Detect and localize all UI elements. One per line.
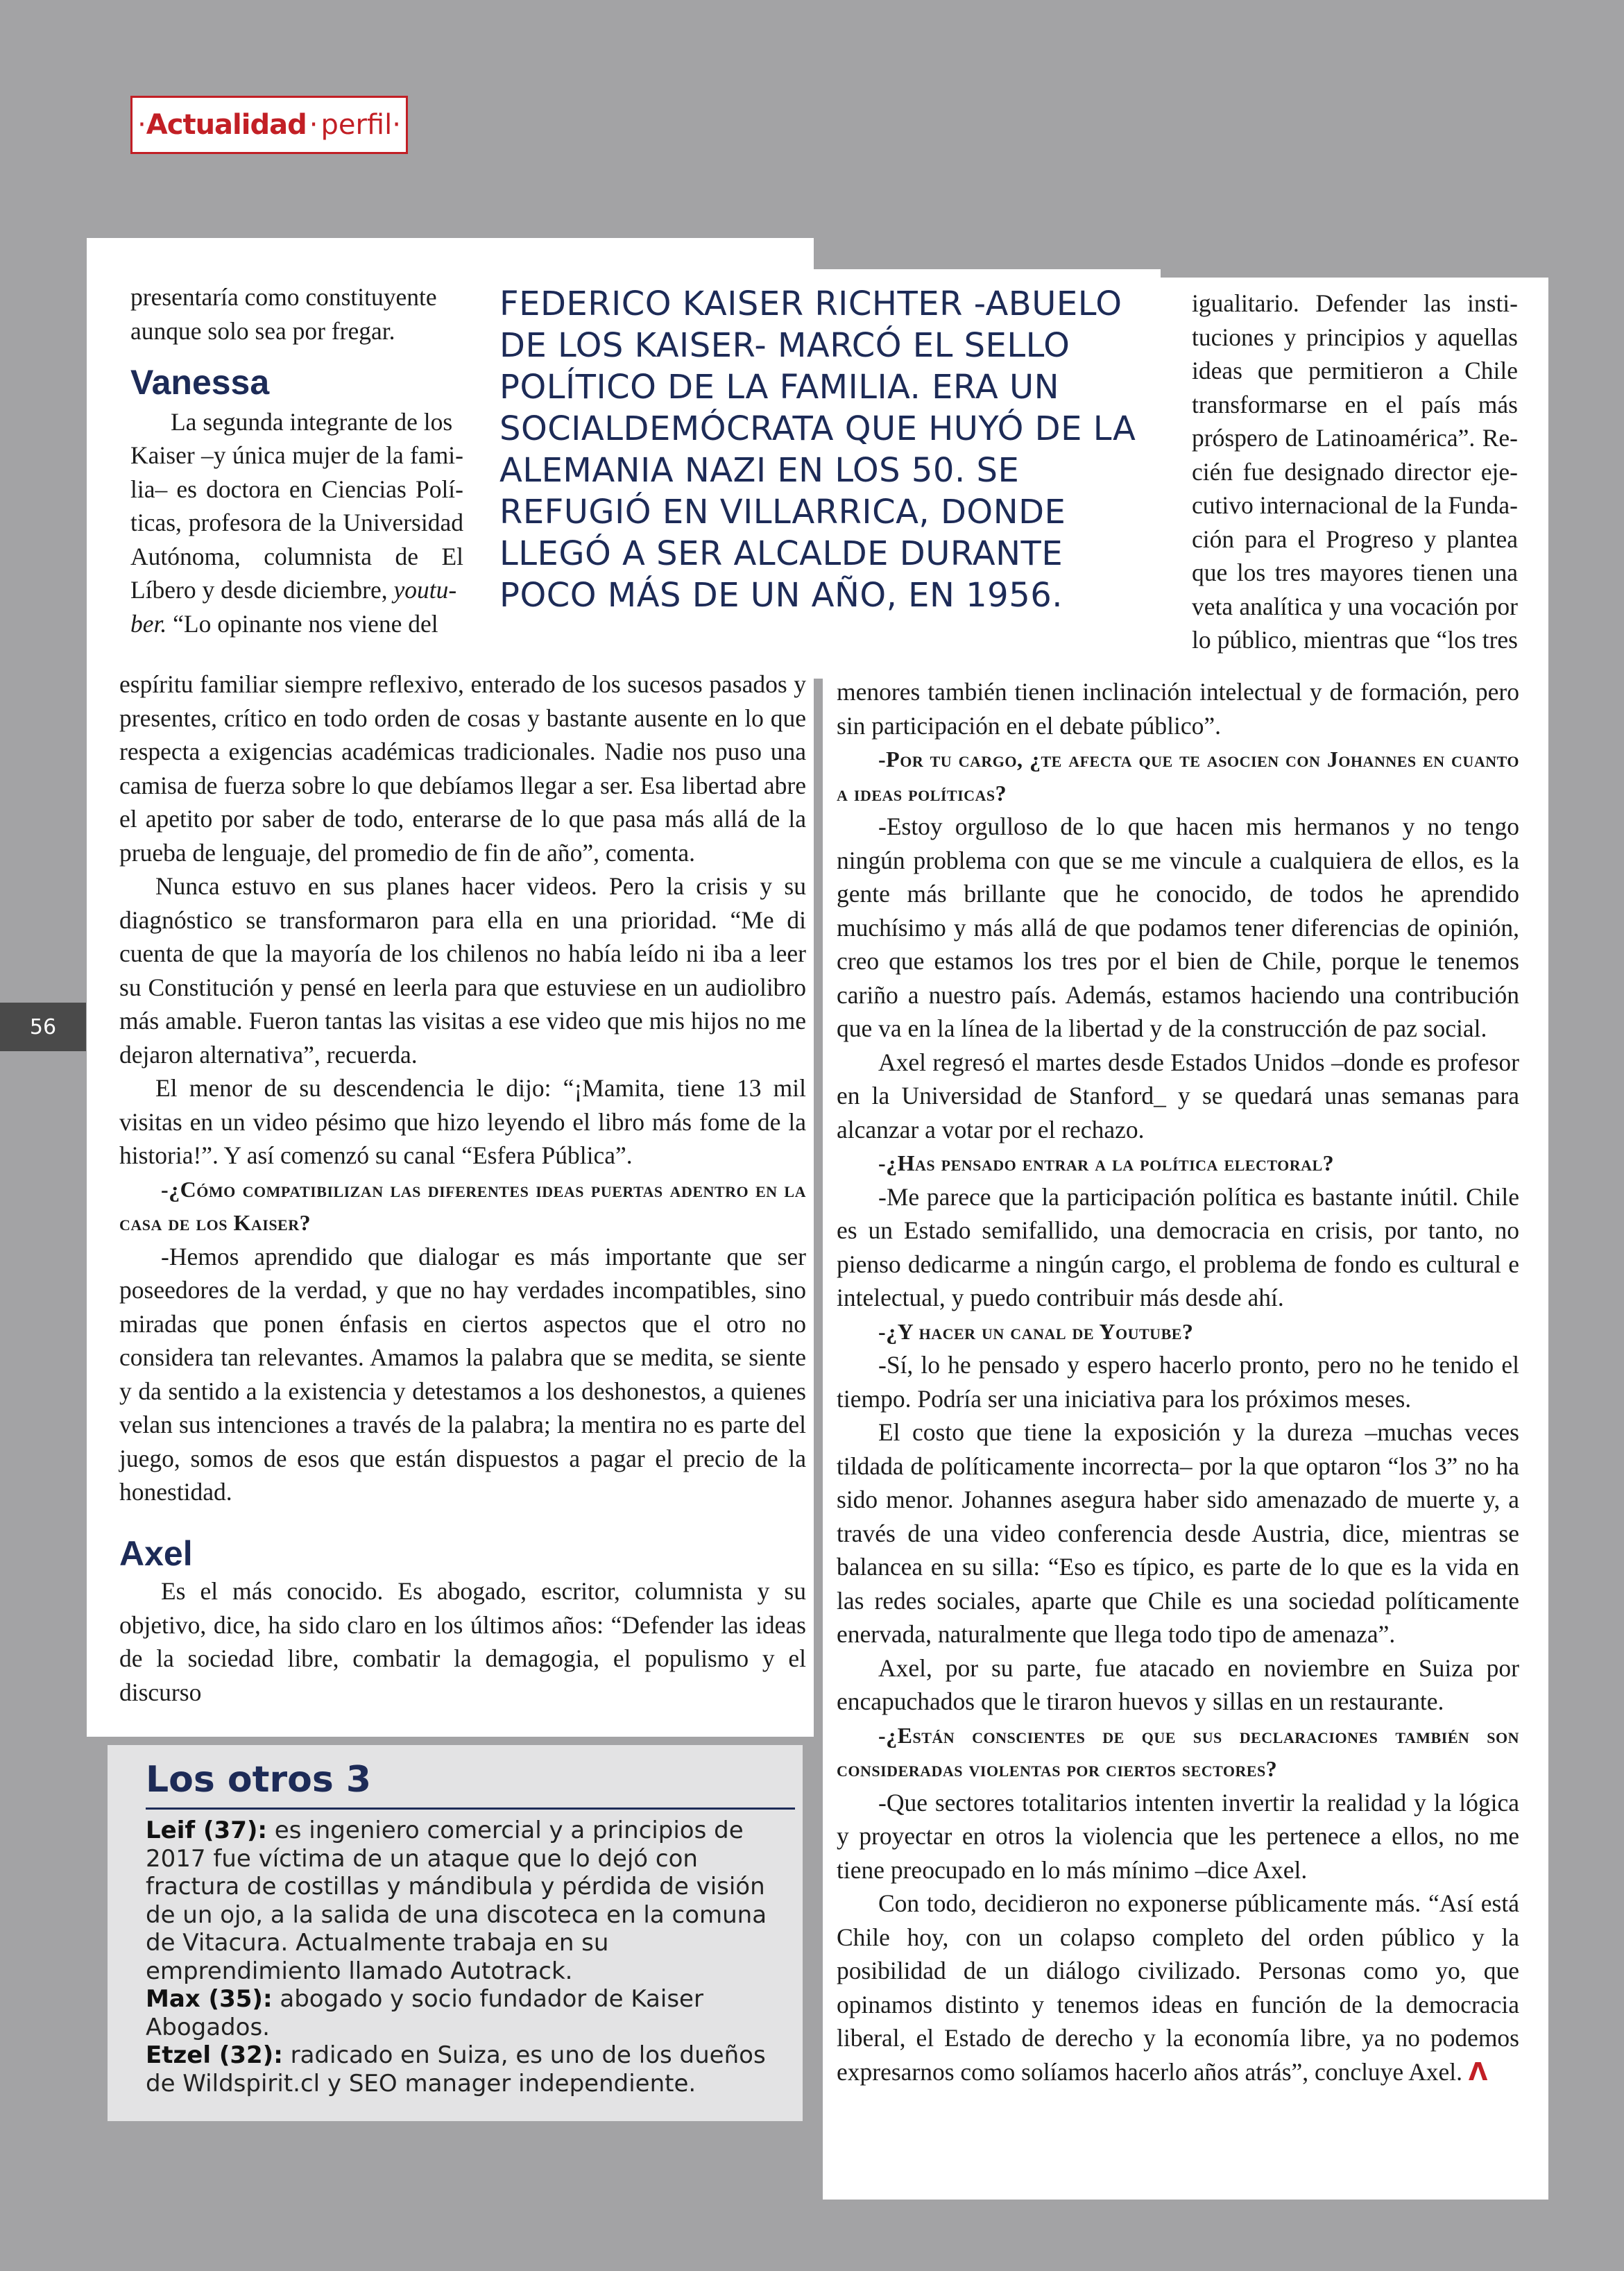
sidebar-body xyxy=(146,1817,770,2098)
axel-paragraph-1: Es el más conocido. Es abogado, escritor, columnista y su objetivo, dice, ha sido claro en los últimos años: “Defender las ideas de la sociedad libre, combatir la demagogia, el populismo y el discurso xyxy=(119,1577,806,1706)
sidebar-title: Los otros 3 xyxy=(146,1759,372,1801)
intro-line-1: presentaría como constituyente xyxy=(130,283,437,311)
vanessa-narrow-lines xyxy=(130,405,463,641)
vanessa-paragraph-1-rest: espíritu familiar siempre reflexivo, enterado de los sucesos pasados y presentes, crítico en todo orden de cosas y bastante ausente en lo que respecta a exigencias académicas tradicionales. Nadie nos puso una camisa de fuerza sobre lo que debíamos llegar a ser. Esa libertad abre el apetito por saber de todo, enterarse de lo que pasa más allá de la prueba de lenguaje, del promedio de fin de año”, comenta. xyxy=(119,670,806,867)
sidebar-item-name: Etzel (32): xyxy=(146,2041,283,2069)
intro-line-2: aunque solo sea por fregar. xyxy=(130,316,395,345)
pull-quote: FEDERICO KAISER RICHTER -ABUELO DE LOS KAISER- MARCÓ EL SELLO POLÍTICO DE LA FAMILIA. ERA UN SOCIALDEMÓCRATA QUE HUYÓ DE LA ALEMANIA NAZI EN LOS 50. SE REFUGIÓ EN VILLARRICA, DONDE LLEGÓ A SER ALCALDE DURANTE POCO MÁS DE UN AÑO, EN 1956. xyxy=(499,284,1136,615)
sidebar-item-text: radicado en Suiza, es uno de los dueños de Wildspirit.cl y SEO manager independiente. xyxy=(146,2041,766,2098)
paragraph-final xyxy=(837,1887,1519,2089)
vanessa-line-3: lia– es doctora en Ciencias Polí- xyxy=(130,475,463,503)
right-paragraph-1-rest: menores también tienen inclinación intelectual y de formación, pero sin participación en el debate público”. xyxy=(837,678,1519,740)
youtuber-word-part1: youtu- xyxy=(393,576,457,604)
tag-bullet-left: · xyxy=(137,109,146,141)
vanessa-line-5: Autónoma, columnista de El xyxy=(130,542,463,570)
vanessa-heading: Vanessa xyxy=(130,363,270,402)
right-line-5: próspero de Latinoamérica”. Re- xyxy=(1192,424,1518,452)
vanessa-quote-start: “Lo opinante nos viene del xyxy=(166,609,438,638)
answer-violentas: -Que sectores totalitarios intenten invertir la realidad y la lógica y proyectar en otros la violencia que les pertenece a ellos, no me tiene preocupado en lo más mínimo –dice Axel. xyxy=(837,1788,1519,1884)
sidebar-item-text: abogado y socio fundador de Kaiser Abogados. xyxy=(146,1985,703,2041)
subsection-label: perfil xyxy=(320,109,393,141)
right-line-4: transformarse en el país más xyxy=(1192,390,1518,418)
sidebar-divider xyxy=(146,1808,795,1810)
youtuber-word-part2: ber. xyxy=(130,609,167,638)
sidebar-item-max xyxy=(146,1985,770,2041)
sidebar-item-name: Max (35): xyxy=(146,1985,273,2013)
paragraph-ataque: Axel, por su parte, fue atacado en noviembre en Suiza por encapuchados que le tiraron huevos y sillas en un restaurante. xyxy=(837,1653,1519,1715)
tag-bullet-middle: · xyxy=(309,109,318,141)
paragraph-costo: El costo que tiene la exposición y la dureza –muchas veces tildada de políticamente incorrecta– por la que optaron “los 3” no ha sido menor. Johannes asegura haber sido amenazado de muerte y, a través de una video conferencia desde Austria, dice, mientras se balancea en su silla: “Eso es típico, es parte de lo que es la vida en las redes sociales, aparte que Chile es una sociedad políticamente enervada, naturalmente que llega todo tipo de amenaza”. xyxy=(837,1418,1519,1648)
right-line-3: ideas que permitieron a Chile xyxy=(1192,357,1518,384)
answer-youtube: -Sí, lo he pensado y espero hacerlo pronto, pero no he tenido el tiempo. Podría ser una iniciativa para los próximos meses. xyxy=(837,1351,1519,1413)
vanessa-answer: -Hemos aprendido que dialogar es más importante que ser poseedores de la verdad, y que no hay verdades incompatibles, sino miradas que ponen énfasis en ciertos aspectos que el otro no considera tan relevantes. Amamos la palabra que se medita, se siente y da sentido a la existencia y detestamos a los deshonestos, a quienes velan sus intenciones a través de la palabra; la mentira no es parte del juego, somos de esos que están dispuestos a pagar el precio de la honestidad. xyxy=(119,1242,806,1506)
answer-cargo: -Estoy orgulloso de lo que hacen mis hermanos y no tengo ningún problema con que se me vincule a cualquiera de ellos, es la gente más brillante que he conocido, de todos he aprendido muchísimo y más allá de que podamos tener diferencias de opinión, creo que estamos los tres por el bien de Chile, porque le tenemos cariño a nuestro país. Además, estamos haciendo una contribución que va en la línea de la libertad y de la construcción de paz social. xyxy=(837,813,1519,1042)
left-column-wide xyxy=(119,667,806,1709)
left-column-narrow xyxy=(130,280,463,640)
answer-politica: -Me parece que la participación política es bastante inútil. Chile es un Estado semifallido, una democracia en crisis, por tanto, no pienso dedicarme a ningún cargo, el problema de fondo es cultural e intelectual, y puedo contribuir más desde ahí. xyxy=(837,1182,1519,1311)
sidebar-item-name: Leif (37): xyxy=(146,1817,267,1844)
right-line-7: cutivo internacional de la Funda- xyxy=(1192,491,1518,519)
end-mark-icon: Λ xyxy=(1468,2057,1488,2086)
right-line-9: que los tres mayores tienen una xyxy=(1192,559,1518,586)
paragraph-final-text: Con todo, decidieron no exponerse públicamente más. “Así está Chile hoy, con un colapso completo del orden público y la posibilidad de un diálogo civilizado. Personas como yo, que opinamos distinto y tenemos ideas en función de la democracia liberal, el Estado de derecho y la economía libre, ya no podemos expresarnos como solíamos hacerlo años atrás”, concluye Axel. xyxy=(837,1889,1519,2086)
sidebar-item-etzel xyxy=(146,2041,770,2098)
section-tag xyxy=(130,96,408,154)
vanessa-line-2: Kaiser –y única mujer de la fami- xyxy=(130,441,463,469)
tag-bullet-right: · xyxy=(392,109,401,141)
right-line-11: lo público, mientras que “los tres xyxy=(1192,626,1518,654)
right-line-10: veta analítica y una vocación por xyxy=(1192,592,1518,620)
vanessa-paragraph-2: Nunca estuvo en sus planes hacer videos. Pero la crisis y su diagnóstico se transformaron para ella en una prioridad. “Me di cuenta de que la mayoría de los chilenos no había leído ni iba a leer su Constitución y pensé en leerla para que estuviese en un audiolibro más amable. Fueron tantas las visitas a ese video que mis hijos no me dejaron alternativa”, recuerda. xyxy=(119,872,806,1069)
question-youtube: -¿Y hacer un canal de Youtube? xyxy=(878,1318,1194,1344)
question-cargo: -Por tu cargo, ¿te afecta que te asocien con Johannes en cuanto a ideas políticas? xyxy=(837,747,1519,806)
paragraph-axel-stanford: Axel regresó el martes desde Estados Unidos –donde es profesor en la Universidad de Stanford_ y se quedará unas semanas para alcanzar a votar por el rechazo. xyxy=(837,1048,1519,1143)
axel-heading: Axel xyxy=(119,1533,193,1573)
right-line-6: cién fue designado director eje- xyxy=(1192,457,1518,486)
section-label: Actualidad xyxy=(146,109,307,141)
right-line-2: tuciones y principios y aquellas xyxy=(1192,323,1518,351)
vanessa-question: -¿Cómo compatibilizan las diferentes ideas puertas adentro en la casa de los Kaiser? xyxy=(119,1176,806,1235)
vanessa-line-1: La segunda integrante de los xyxy=(171,407,453,436)
sidebar-item-text: es ingeniero comercial y a principios de 2017 fue víctima de un ataque que lo dejó con fractura de costillas y mándibula y pérdida de visión de un ojo, a la salida de una discoteca en la comuna de Vitacura. Actualmente trabaja en su emprendimiento llamado Autotrack. xyxy=(146,1817,767,1985)
vanessa-line-6 xyxy=(130,573,463,607)
right-line-1: igualitario. Defender las insti- xyxy=(1192,289,1518,317)
vanessa-paragraph-3: El menor de su descendencia le dijo: “¡Mamita, tiene 13 mil visitas en un video pésimo que hizo leyendo el libro más fome de la historia!”. Y así comenzó su canal “Esfera Pública”. xyxy=(119,1074,806,1169)
right-column-narrow xyxy=(1192,287,1518,657)
question-politica: -¿Has pensado entrar a la política electoral? xyxy=(878,1150,1335,1175)
question-violentas: -¿Están conscientes de que sus declaraciones también son consideradas violentas por ciertos sectores? xyxy=(837,1722,1519,1781)
vanessa-line-4: ticas, profesora de la Universidad xyxy=(130,509,463,536)
page-number: 56 xyxy=(0,1003,86,1051)
vanessa-line-6-text: Líbero y desde diciembre, xyxy=(130,576,388,604)
right-line-8: ción para el Progreso y plantea xyxy=(1192,525,1518,553)
sidebar-item-leif xyxy=(146,1817,770,1985)
right-column-wide xyxy=(837,675,1519,2089)
vanessa-line-7 xyxy=(130,607,463,641)
